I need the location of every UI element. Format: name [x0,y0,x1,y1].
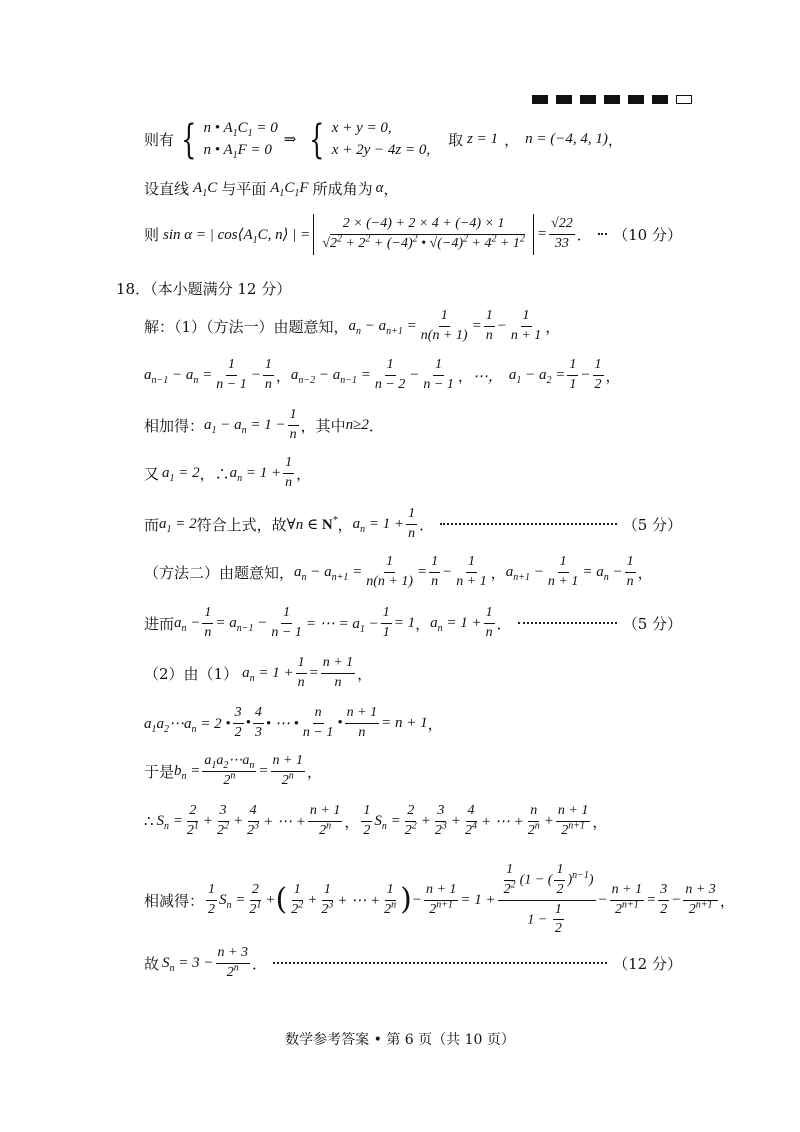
math: z = 1 [467,131,499,148]
text: 符合上式，故 [196,515,287,534]
part2-line-5: 相减得： $\frac{1}{2}$ $S_n$ = $\frac{2}{2^1}$ + ( $\frac{1}{2^2}$ + $\frac{1}{2^3}$ + ⋯ + $\frac{1}{2^n}$ ) − $\frac{n + 1}{2^{n+1}}$ = 1 + $\frac{1}{2^2}$ (1 − ( $\frac{1}{2}$ )$^{n-1}$) 1 − $\frac{1}{2}$ − $\frac{n + 1}{2^{n+1}}$ = $\frac{3}{2}$ − $\frac{n + 3}{2^{n+1}}$ ， [144,862,735,937]
header-block [628,95,644,104]
text: 进而 [144,614,175,633]
text: 而 [144,515,160,534]
method2-line-1: （方法二）由题意知， $a_n - a_{n+1}$ = $\frac{1}{n(n + 1)}$ = $\frac{1}{n}$ − $\frac{1}{n + 1}$ ， $a_{n+1}$ − $\frac{1}{n + 1}$ = $a_n$ − $\frac{1}{n}$ ， [144,554,653,589]
text: 于是 [144,762,175,781]
points: （12 分） [613,954,682,973]
text: （方法二）由题意知， [144,563,295,582]
part2-line-1: （2）由（1） $a_n = 1$ + $\frac{1}{n}$ = $\frac{n + 1}{n}$ ， [144,655,373,690]
header-block-empty [676,95,692,104]
solution-line-2: $a_{n-1} - a_n$ = $\frac{1}{n - 1}$ − $\frac{1}{n}$ ， $a_{n-2} - a_{n-1}$ = $\frac{1}{n - 2}$ − $\frac{1}{n - 1}$ ， ⋯， $a_1 - a_2$ = $\frac{1}{1}$ − $\frac{1}{2}$ ， [144,357,621,392]
header-marks [532,95,692,104]
question-18-title [116,278,682,299]
part2-line-2: $a_1a_2\cdots a_n = 2$ • $\frac{3}{2}$ • $\frac{4}{3}$ • ⋯ • $\frac{n}{n - 1}$ • $\frac{n + 1}{n}$ = n + 1 ， [144,705,443,740]
text: 取 [448,131,464,150]
text: 又 [144,464,160,483]
header-block [532,95,548,104]
header-block [580,95,596,104]
text: 解：（1）（方法一）由题意知， [144,317,349,336]
angle-line: 设直线 $A_1C$ 与平面 $A_1C_1F$ 所成角为 α ， [144,180,399,199]
math: n = (−4, 4, 1) [525,131,608,148]
points: （5 分） [622,515,682,534]
points: （10 分） [613,225,682,244]
text: 相减得： [144,891,205,910]
text: 设直线 [144,180,190,198]
header-block [652,95,668,104]
solution-line-3: 相加得： $a_1 - a_n = 1$ − $\frac{1}{n}$ ，其中 n≥2 ． [144,407,384,442]
text: ，其中 [300,416,346,435]
text: 与平面 [221,180,267,198]
solution-line-4: 又 $a_1 = 2$ ，∴ $a_n = 1$ + $\frac{1}{n}$ ， [144,455,312,490]
text: 故 [144,954,160,973]
text: 18．（本小题满分 12 分） [116,280,292,298]
points: （5 分） [622,614,682,633]
header-block [604,95,620,104]
text: 所成角为 [312,180,373,198]
text: 相加得： [144,416,205,435]
page-footer: 数学参考答案 • 第 6 页（共 10 页） [285,1032,515,1048]
text: 则有 [144,131,175,150]
sin-line: 则 sin α = | $\cos⟨A_1C$, n⟩ | = $\frac{2 \times (-4) + 2 \times 4 + (-4) \times 1}{√2^2 + 2^2 + (-4)^2 • √(-4)^2 + 4^2 + 1^2}$ = $\frac{√22}{33}$ ． （10 分） [144,214,682,255]
part2-line-4: ∴ $S_n$ = $\frac{2}{2^1}$ + $\frac{3}{2^2}$ + $\frac{4}{2^3}$ + ⋯ + $\frac{n + 1}{2^n}$ ， $\frac{1}{2}$ $S_n$ = $\frac{2}{2^2}$ + $\frac{3}{2^3}$ + $\frac{4}{2^4}$ + ⋯ + $\frac{n}{2^n}$ + $\frac{n + 1}{2^{n+1}}$ ， [144,803,608,838]
part2-line-6: 故 $S_n = 3$ − $\frac{n + 3}{2^n}$ ． （12 分） [144,945,682,980]
solution-line-1: 解：（1）（方法一）由题意知， $a_n - a_{n+1}$ = $\frac{1}{n(n + 1)}$ = $\frac{1}{n}$ − $\frac{1}{n + 1}$ ， [144,308,561,343]
part2-line-3: 于是 $b_n$ = $\frac{a_1a_2\cdots a_n}{2^n}$ = $\frac{n + 1}{2^n}$ ， [144,753,322,788]
text: （2）由（1） [144,664,239,683]
solution-line-5: 而 $a_1 = 2$ 符合上式，故 ∀n ∈ N* ， $a_n = 1$ + $\frac{1}{n}$ ． （5 分） [144,506,682,541]
method2-line-2: 进而 $a_n$ − $\frac{1}{n}$ = $a_{n-1}$ − $\frac{1}{n - 1}$ = ⋯ = $a_1$ − $\frac{1}{1}$ = 1 ， $a_n = 1$ + $\frac{1}{n}$ ． （5 分） [144,605,682,640]
text: 则 [144,225,160,244]
math: n≥2 [345,416,369,433]
eq-system-line: 则有 { n • $A_1C_1 = 0$ n • $A_1F = 0$ ⇒ { x + y = 0, x + 2y − 4z = 0, 取 z = 1 ， n = (−4, 4, 1) ， [144,116,623,163]
header-block [556,95,572,104]
